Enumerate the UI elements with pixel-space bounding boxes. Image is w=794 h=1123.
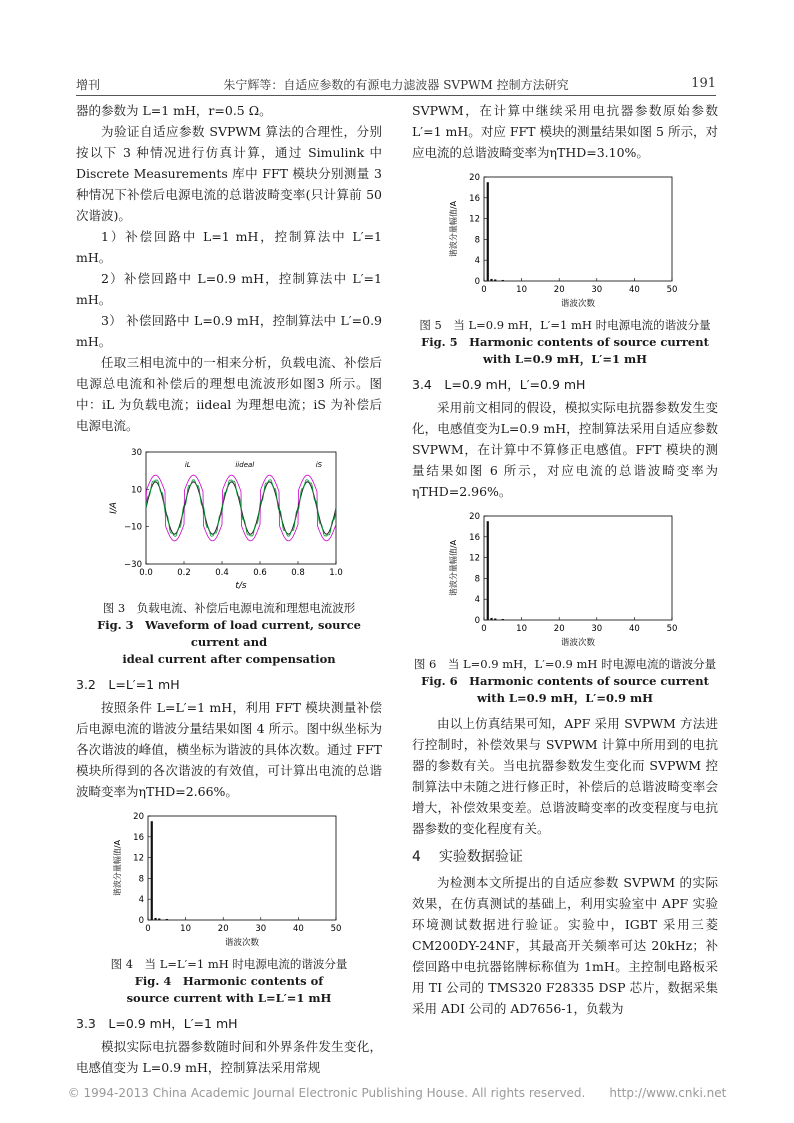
- harmonic-bar: [502, 280, 504, 281]
- y-tick-label: 0: [474, 277, 480, 287]
- y-tick-label: 20: [133, 812, 144, 822]
- x-tick-label: 30: [591, 285, 603, 295]
- series-label: iideal: [235, 460, 255, 469]
- section-4-heading: [412, 847, 718, 868]
- paragraph: 器的参数为 L=1 mH，r=0.5 Ω。: [76, 103, 272, 118]
- harmonic-bar: [154, 918, 156, 920]
- x-tick-label: 0.4: [215, 568, 229, 578]
- y-axis-label: 谐波分量幅值/A: [113, 839, 122, 897]
- x-tick-label: 10: [180, 924, 192, 934]
- harmonic-bar: [502, 619, 504, 620]
- x-axis-label: 谐波次数: [224, 938, 260, 946]
- x-tick-label: 10: [516, 624, 528, 634]
- y-tick-label: 16: [469, 532, 480, 543]
- figure-4: [76, 806, 382, 952]
- x-axis-label: t/s: [235, 581, 247, 590]
- x-tick-label: 30: [255, 924, 267, 934]
- y-tick-label: −10: [124, 522, 142, 533]
- list-item: 3） 补偿回路中 L=0.9 mH，控制算法中 L′=0.9 mH。: [76, 313, 382, 349]
- x-tick-label: 0.6: [253, 568, 267, 578]
- x-axis-label: 谐波次数: [560, 638, 596, 646]
- x-tick-label: 0: [481, 285, 487, 295]
- paragraph: 按照条件 L=L′=1 mH，利用 FFT 模块测量补偿后电源电流的谐波分量结果如图 4 所示。图中纵坐标为各次谐波的峰值，横坐标为谐波的具体次数。通过 FFT 模块所得到的各次谐波的有效值，可计算出电流的总谐波畸变率为ηTHD=2.66%。: [76, 700, 382, 799]
- running-title: 朱宁辉等：自适应参数的有源电力滤波器 SVPWM 控制方法研究: [223, 78, 569, 92]
- y-axis-label: I/A: [109, 502, 119, 514]
- figure-6-caption: [412, 656, 718, 707]
- y-tick-label: 30: [131, 448, 142, 458]
- fig3-caption-cn: 图 3 负载电流、补偿后电源电流和理想电流波形: [102, 601, 356, 615]
- x-tick-label: 0.8: [291, 568, 305, 578]
- fig5-caption-en-2: with L=0.9 mH，L′=1 mH: [482, 352, 647, 366]
- fig6-caption-cn: 图 6 当 L=0.9 mH，L′=0.9 mH 时电源电流的谐波分量: [413, 657, 717, 671]
- x-tick-label: 40: [628, 285, 640, 295]
- copyright-footer: © 1994-2013 China Academic Journal Electronic Publishing House. All rights reserved. http://www.cnki.net: [67, 1086, 727, 1100]
- page-number: 191: [691, 76, 716, 91]
- fig3-waveform-chart: [76, 440, 382, 590]
- right-column: [412, 100, 718, 1019]
- harmonic-bar: [151, 821, 153, 920]
- paragraph: 为检测本文所提出的自适应参数 SVPWM 的实际效果，在仿真测试的基础上，利用实验室中 APF 实验环境测试数据进行验证。实验中，IGBT 采用三菱 CM200DY-24NF，其最高开关频率可达 20kHz；补偿回路中电抗器铭牌标称值为 1mH。主控制电路板采用 TI 公司的 TMS320 F28335 DSP 芯片，数据采集采用 ADI 公司的 AD7656-1，负载为: [412, 875, 718, 1016]
- y-axis-label: 谐波分量幅值/A: [449, 539, 458, 597]
- harmonic-bar: [490, 279, 492, 281]
- y-tick-label: 8: [138, 874, 144, 885]
- y-tick-label: 8: [474, 235, 480, 246]
- harmonic-bar: [158, 918, 160, 920]
- figure-6: [412, 506, 718, 652]
- paragraph: 模拟实际电抗器参数随时间和外界条件发生变化，电感值变为 L=0.9 mH，控制算法采用常规: [76, 1039, 382, 1075]
- fig5-caption-cn: 图 5 当 L=0.9 mH，L′=1 mH 时电源电流的谐波分量: [419, 318, 711, 332]
- plot-frame: [484, 516, 672, 620]
- left-column: [76, 100, 382, 1078]
- y-tick-label: 12: [133, 853, 144, 864]
- harmonic-bar: [166, 919, 168, 920]
- x-tick-label: 0: [481, 624, 487, 634]
- series-label: iL: [184, 460, 191, 469]
- x-tick-label: 20: [217, 924, 229, 934]
- fig3-caption-en-1: Fig. 3 Waveform of load current, source current and: [97, 618, 361, 649]
- section-heading: 3.3 L=0.9 mH，L′=1 mH: [76, 1016, 238, 1031]
- paragraph: 任取三相电流中的一相来分析，负载电流、补偿后电源总电流和补偿后的理想电流波形如图3 所示。图中：iL 为负载电流；iideal 为理想电流；iS 为补偿后电源电流。: [76, 355, 382, 433]
- x-tick-label: 20: [553, 624, 565, 634]
- figure-5: [412, 167, 718, 313]
- x-tick-label: 40: [628, 624, 640, 634]
- x-tick-label: 1.0: [329, 568, 343, 578]
- list-item: 1）补偿回路中 L=1 mH，控制算法中 L′=1 mH。: [76, 229, 382, 265]
- fig6-harmonic-chart: [412, 506, 718, 646]
- series-label: iS: [315, 460, 323, 469]
- section-number: 4: [412, 849, 421, 865]
- x-tick-label: 0.2: [177, 568, 191, 578]
- fig3-caption-en-2: ideal current after compensation: [122, 652, 336, 666]
- section-heading: 3.4 L=0.9 mH，L′=0.9 mH: [412, 377, 586, 392]
- figure-4-caption: [76, 956, 382, 1007]
- fig5-harmonic-chart: [412, 167, 718, 307]
- x-tick-label: 10: [516, 285, 528, 295]
- fig6-caption-en-1: Fig. 6 Harmonic contents of source current: [421, 674, 709, 688]
- fig5-caption-en-1: Fig. 5 Harmonic contents of source current: [421, 335, 709, 349]
- fig4-harmonic-chart: [76, 806, 382, 946]
- harmonic-bar: [490, 618, 492, 620]
- paragraph: 由以上仿真结果可知，APF 采用 SVPWM 方法进行控制时，补偿效果与 SVPWM 计算中所用到的电抗器的参数有关。当电抗器参数发生变化而 SVPWM 控制算法中未随之进行修正时，补偿后的总谐波畸变率会增大，补偿效果变差。总谐波畸变率的改变程度与电抗器参数的变化程度有关。: [412, 716, 718, 836]
- x-axis-label: 谐波次数: [560, 299, 596, 307]
- paragraph: 为验证自适应参数 SVPWM 算法的合理性，分别按以下 3 种情况进行仿真计算，通过 Simulink 中 Discrete Measurements 库中 FFT 模块分别测量 3 种情况下补偿后电源电流的总谐波畸变率(只计算前 50 次谐波)。: [76, 124, 382, 223]
- harmonic-bar: [494, 279, 496, 281]
- series-iS: [146, 480, 336, 537]
- figure-3-caption: [76, 600, 382, 668]
- y-tick-label: 0: [474, 616, 480, 626]
- y-tick-label: 0: [138, 916, 144, 926]
- fig4-caption-en-1: Fig. 4 Harmonic contents of: [134, 974, 324, 988]
- x-tick-label: 50: [666, 285, 678, 295]
- y-tick-label: −30: [124, 560, 142, 570]
- y-tick-label: 20: [469, 512, 480, 522]
- harmonic-bar: [487, 521, 489, 620]
- y-tick-label: 12: [469, 553, 480, 564]
- x-tick-label: 50: [330, 924, 342, 934]
- harmonic-bar: [487, 182, 489, 281]
- y-tick-label: 4: [138, 895, 144, 906]
- x-tick-label: 30: [591, 624, 603, 634]
- fig6-caption-en-2: with L=0.9 mH，L′=0.9 mH: [476, 691, 653, 705]
- y-tick-label: 16: [469, 193, 480, 204]
- fig4-caption-en-2: source current with L=L′=1 mH: [126, 991, 332, 1005]
- y-tick-label: 8: [474, 574, 480, 585]
- journal-issue: 增刊: [76, 78, 101, 92]
- x-tick-label: 0: [145, 924, 151, 934]
- y-axis-label: 谐波分量幅值/A: [449, 200, 458, 258]
- plot-frame: [484, 177, 672, 281]
- x-tick-label: 40: [292, 924, 304, 934]
- paragraph: 采用前文相同的假设，模拟实际电抗器参数发生变化，电感值变为L=0.9 mH，控制算法采用自适应参数 SVPWM，在计算中不算修正电感值。FFT 模块的测量结果如图 6 所示，对应电流的总谐波畸变率为ηTHD=2.96%。: [412, 400, 718, 499]
- x-tick-label: 20: [553, 285, 565, 295]
- y-tick-label: 12: [469, 214, 480, 225]
- y-tick-label: 20: [469, 173, 480, 183]
- x-tick-label: 50: [666, 624, 678, 634]
- y-tick-label: 16: [133, 832, 144, 843]
- y-tick-label: 4: [474, 256, 480, 267]
- list-item: 2）补偿回路中 L=0.9 mH，控制算法中 L′=1 mH。: [76, 271, 382, 307]
- plot-frame: [148, 816, 336, 920]
- running-header: [76, 76, 716, 94]
- header-rule: [76, 95, 716, 96]
- section-title: 实验数据验证: [438, 849, 523, 865]
- figure-5-caption: [412, 317, 718, 368]
- fig4-caption-cn: 图 4 当 L=L′=1 mH 时电源电流的谐波分量: [110, 957, 348, 971]
- paragraph: SVPWM，在计算中继续采用电抗器参数原始参数 L′=1 mH。对应 FFT 模块的测量结果如图 5 所示，对应电流的总谐波畸变率为ηTHD=3.10%。: [412, 103, 718, 160]
- y-tick-label: 4: [474, 595, 480, 606]
- section-heading: 3.2 L=L′=1 mH: [76, 677, 180, 692]
- figure-3: [76, 440, 382, 596]
- harmonic-bar: [494, 618, 496, 620]
- x-tick-label: 0.0: [139, 568, 153, 578]
- y-tick-label: 10: [131, 485, 142, 496]
